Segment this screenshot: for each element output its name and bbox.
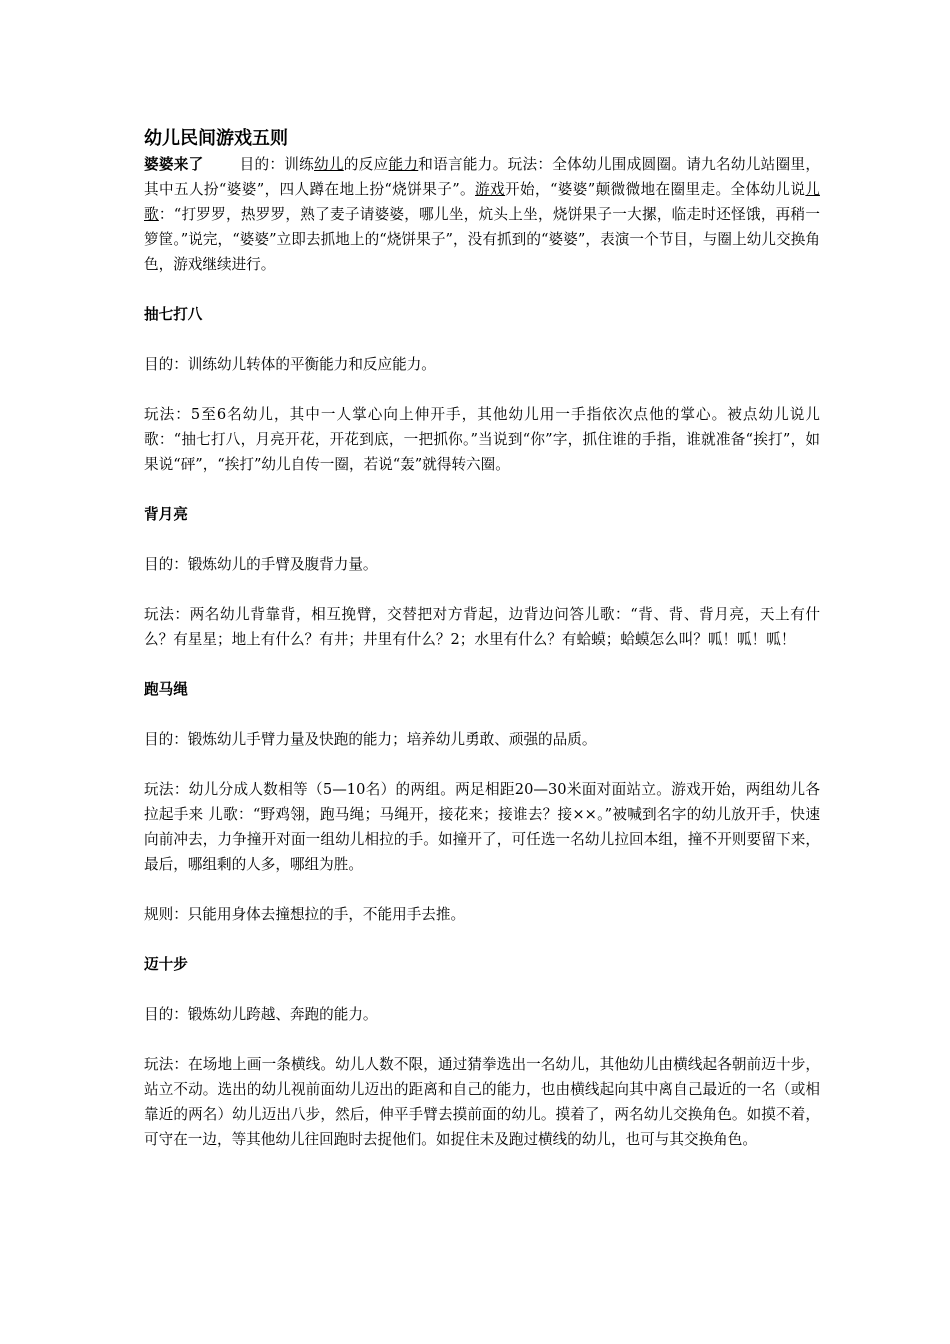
section-play: 玩法：5至6名幼儿，其中一人掌心向上伸开手，其他幼儿用一手指依次点他的掌心。被点幼儿说儿歌：“抽七打八，月亮开花，开花到底，一把抓你。”当说到“你”字，抓住谁的手指，谁就准备“挨打”，如果说“砰”，“挨打”幼儿自传一圈，若说“轰”就得转六圈。: [144, 406, 820, 473]
link-erge[interactable]: 儿歌: [144, 181, 820, 223]
document-body: [144, 126, 820, 1152]
section-play: 玩法：在场地上画一条横线。幼儿人数不限，通过猜拳选出一名幼儿，其他幼儿由横线起各朝前迈十步，站立不动。选出的幼儿视前面幼儿迈出的距离和自己的能力，也由横线起向其中离自己最近的一名（或相靠近的两名）幼儿迈出八步，然后，伸平手臂去摸前面的幼儿。摸着了，两名幼儿交换角色。如摸不着，可守在一边，等其他幼儿往回跑时去捉他们。如捉住未及跑过横线的幼儿，也可与其交换角色。: [144, 1056, 820, 1148]
section-heading-chouqidaba: 抽七打八: [144, 306, 203, 323]
link-youxi[interactable]: 游戏: [475, 181, 505, 198]
section-heading-paomasheng: 跑马绳: [144, 681, 188, 698]
section-purpose: 目的：锻炼幼儿手臂力量及快跑的能力；培养幼儿勇敢、顽强的品质。: [144, 731, 597, 748]
section-purpose: 目的：训练幼儿转体的平衡能力和反应能力。: [144, 356, 436, 373]
intro-heading: 婆婆来了: [144, 156, 204, 173]
link-nengli[interactable]: 能力: [388, 156, 419, 173]
section-purpose: 目的：锻炼幼儿的手臂及腹背力量。: [144, 556, 378, 573]
section-play: 玩法：两名幼儿背靠背，相互挽臂，交替把对方背起，边背边问答儿歌：“背、背、背月亮，天上有什么？有星星；地上有什么？有井；井里有什么？2；水里有什么？有蛤蟆；蛤蟆怎么叫？呱！呱！呱！: [144, 606, 820, 648]
section-heading-maishibu: 迈十步: [144, 956, 188, 973]
section-rule: 规则：只能用身体去撞想拉的手，不能用手去推。: [144, 906, 466, 923]
intro-text-4: 开始，“婆婆”颠微微地在圈里走。全体幼儿说: [505, 181, 806, 198]
intro-text-5: ：“打罗罗，热罗罗，熟了麦子请婆婆，哪儿坐，炕头上坐，烧饼果子一大摞，临走时还怪饿，再稍一箩筐。”说完，“婆婆”立即去抓地上的“烧饼果子”，没有抓到的“婆婆”，表演一个节目，与圈上幼儿交换角色，游戏继续进行。: [144, 206, 820, 273]
intro-text-1: 目的：训练: [239, 156, 315, 173]
link-youer[interactable]: 幼儿: [314, 156, 344, 173]
section-heading-beiyueliang: 背月亮: [144, 506, 188, 523]
intro-text-2: 的反应: [343, 156, 389, 173]
section-play: 玩法：幼儿分成人数相等（5—10名）的两组。两足相距20—30米面对面站立。游戏开始，两组幼儿各拉起手来 儿歌：“野鸡翎，跑马绳；马绳开，接花来；接谁去？接××。”被喊到名字的幼儿放开手，快速向前冲去，力争撞开对面一组幼儿相拉的手。如撞开了，可任选一名幼儿拉回本组，撞不开则要留下来，最后，哪组剩的人多，哪组为胜。: [144, 781, 820, 873]
document-title: 幼儿民间游戏五则: [144, 128, 288, 149]
section-purpose: 目的：锻炼幼儿跨越、奔跑的能力。: [144, 1006, 378, 1023]
intro-text-3: 和语言能力。玩法：全体幼儿围成圆圈。请九名幼儿站圈里，其中五人扮“婆婆”，四人蹲在地上扮“烧饼果子”。: [144, 156, 820, 198]
intro-paragraph: [144, 152, 820, 277]
